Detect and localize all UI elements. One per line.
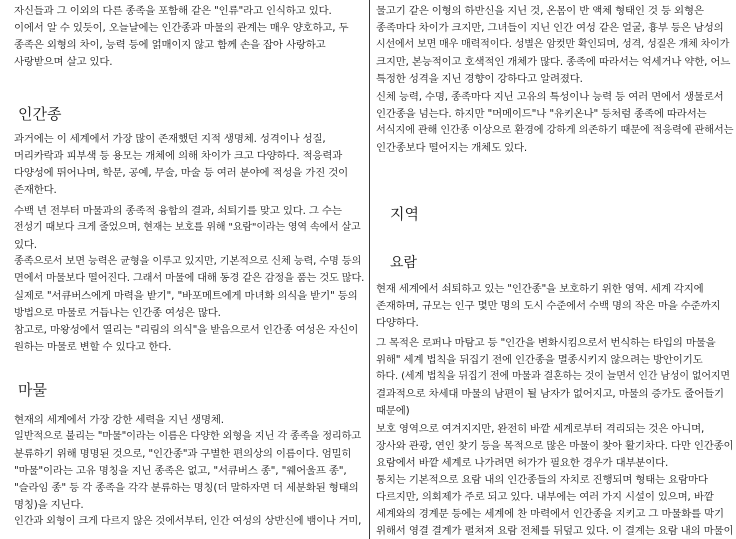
text-line: 명칭)을 지닌다. [14, 499, 84, 511]
text-line: 때문에) [376, 405, 410, 417]
text-line: 결과적으로 차세대 마물의 남편이 될 남자가 없어지고, 마물의 증가도 줄어들기 [376, 388, 724, 400]
text-line: 전성기 때보다 크게 줄었으며, 현재는 보호를 위해 "요람"이라는 영역 속에서 살고 [14, 222, 361, 233]
column-divider [369, 0, 370, 539]
text-line: 존재하며, 규모는 인구 몇만 명의 도시 수준에서 수백 명의 작은 마을 수준까지 [376, 300, 721, 312]
text-line: 머리카락과 피부색 등 용모는 개체에 의해 차이가 크고 다양하다. 적응력과 [14, 150, 343, 162]
text-line: 요람에서 바깥 세계로 나가려면 허가가 필요한 경우가 대부분이다. [376, 457, 669, 469]
text-line: 있다. [14, 239, 37, 251]
text-line: 현재 세계에서 쇠퇴하고 있는 "인간종"을 보호하기 위한 영역. 세계 각지에 [376, 283, 704, 295]
text-line: 세계와의 경계문 등에는 세계에 찬 마력에서 인간종을 지키고 그 마물화를 막기 [376, 508, 724, 520]
text-line: 분류하기 위해 명명된 것으로, "인간종"과 구별한 편의상의 이름이다. 엄밀히 [14, 448, 352, 460]
text-line: 방법으로 마물로 거듭나는 인간종 여성은 많다. [14, 307, 221, 319]
text-line: 자신들과 그 이외의 다른 종족을 포함해 같은 "인류"라고 인식하고 있다. [14, 5, 332, 17]
text-line: 사랑받으며 살고 있다. [14, 56, 113, 68]
text-line: 일반적으로 불리는 "마물"이라는 이름은 다양한 외형을 지닌 각 종족을 정리하고 [14, 431, 361, 442]
text-line: 하다. (세계 법칙을 뒤집기 전에 마물과 결혼하는 것이 늘면서 인간 남성이 없어지면 [376, 371, 730, 382]
section-heading-region: 지역 [390, 205, 419, 223]
text-line: 실제로 "서큐버스에게 마력을 받기", "바포메트에게 마녀화 의식을 받기" 등의 [14, 290, 358, 302]
text-line: 물고기 같은 이형의 하반신을 지닌 것, 온몸이 반 액체 형태인 것 등 외형은 [376, 5, 704, 17]
text-line: 다양하다. [376, 317, 419, 329]
text-line: 위해" 세계 법칙을 뒤집기 전에 인간종을 멸종시키지 않으려는 방안이기도 [376, 354, 703, 366]
text-line: 종족은 외형의 차이, 능력 등에 얽매이지 않고 함께 손을 잡아 사랑하고 [14, 39, 326, 51]
text-line: 인간종을 넘는다. 하지만 "머메이드"나 "유키온나" 등처럼 종족에 따라서는 [376, 108, 707, 120]
text-line: 인간종보다 떨어지는 개체도 있다. [376, 142, 528, 154]
text-line: 수백 년 전부터 마물과의 종족적 융합의 결과, 쇠퇴기를 맞고 있다. 그 수는 [14, 205, 342, 217]
text-line: 참고로, 마왕성에서 열리는 "리림의 의식"을 받음으로서 인간종 여성은 자신이 [14, 324, 359, 336]
section-heading-monster: 마물 [18, 381, 47, 399]
text-line: 원하는 마물로 변할 수 있다고 한다. [14, 341, 172, 353]
text-line: 서식지에 관해 인간종 이상으로 환경에 강하게 의존하기 때문에 적응력에 관해서는 [376, 125, 734, 136]
text-line: "마물"이라는 고유 명칭을 지닌 종족은 없고, "서큐버스 종", "웨어울프 종", [14, 465, 347, 477]
section-heading-cradle: 요람 [390, 255, 418, 271]
section-heading-human: 인간종 [18, 105, 62, 123]
text-line: 존재한다. [14, 184, 57, 196]
text-line: 위해서 영결 결계가 펼쳐져 요람 전체를 뒤덮고 있다. 이 결계는 요람 내의 마물이 [376, 525, 734, 537]
text-line: 신체 능력, 수명, 종족마다 지닌 고유의 특성이나 능력 등 여러 면에서 생물로서 [376, 91, 724, 103]
text-line: 현재의 세계에서 가장 강한 세력을 지닌 생명체. [14, 414, 224, 426]
text-line: "슬라임 종" 등 각 종족을 각각 분류하는 명칭(더 말하자면 더 세분화된 형태의 [14, 482, 359, 494]
text-line: 과거에는 이 세계에서 가장 많이 존재했던 지적 생명체. 성격이나 성질, [14, 133, 326, 145]
text-line: 종족마다 차이가 크지만, 그녀들이 지닌 인간 여성 같은 얼굴, 흉부 등은 남성의 [376, 22, 724, 34]
text-line: 다양성에 뛰어나며, 학문, 공예, 무술, 마술 등 여러 분야에 적성을 가진 것이 [14, 167, 349, 179]
text-line: 다르지만, 의회제가 주로 되고 있다. 내부에는 여러 가지 시설이 있으며, 바깥 [376, 491, 714, 503]
text-line: 그 목적은 로퍼나 마탐고 등 "인간을 변화시킴으로서 번식하는 타입의 마물을 [376, 337, 716, 349]
text-line: 장사와 관광, 연인 찾기 등을 목적으로 많은 마물이 찾아 활기차다. 다만 인간종이 [376, 440, 734, 452]
text-line: 인간과 외형이 크게 다르지 않은 것에서부터, 인간 여성의 상반신에 뱀이나 거미, [14, 516, 362, 527]
text-line: 종족으로서 보면 능력은 균형을 이루고 있지만, 기본적으로 신체 능력, 수명 등의 [14, 256, 362, 267]
text-line: 이에서 알 수 있듯이, 오늘날에는 인간종과 마물의 관계는 매우 양호하고, 두 [14, 22, 349, 34]
text-line: 보호 영역으로 여겨지지만, 완전히 바깥 세계로부터 격리되는 것은 아니며, [376, 423, 705, 435]
text-line: 통치는 기본적으로 요람 내의 인간종들의 자치로 진행되며 형태는 요람마다 [376, 474, 708, 486]
text-line: 면에서 마물보다 떨어진다. 그래서 마물에 대해 동경 같은 감정을 품는 것도 많다. [14, 273, 365, 284]
text-line: 특정한 성격을 지닌 경향이 강하다고 알려졌다. [376, 73, 583, 85]
text-line: 시선에서 보면 매우 매력적이다. 성별은 암컷만 확인되며, 성격, 성질은 개체 차이가 [376, 39, 730, 50]
text-line: 크지만, 본능적이고 호색적인 개체가 많다. 종족에 따라서는 억세거나 약한, 어느 [376, 56, 731, 68]
